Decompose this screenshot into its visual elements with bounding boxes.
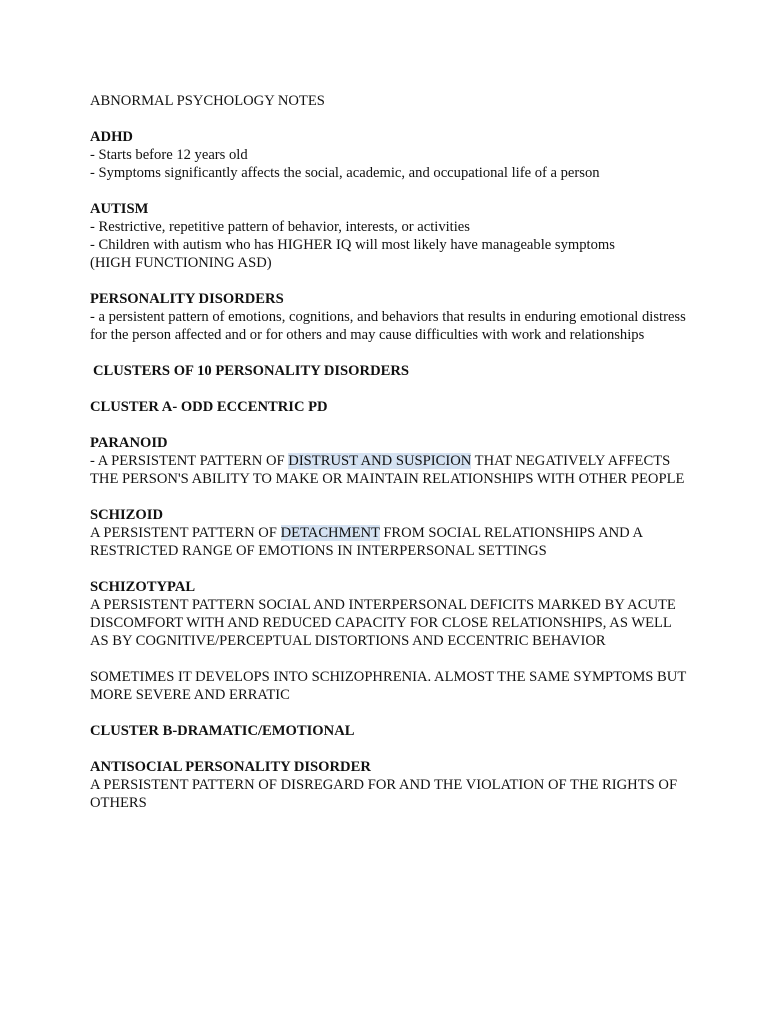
schizoid-highlight: DETACHMENT bbox=[280, 525, 380, 541]
personality-disorders-heading: PERSONALITY DISORDERS bbox=[90, 291, 284, 307]
personality-disorders-definition: - a persistent pattern of emotions, cognitions, and behaviors that results in enduring emotional distress for the person affected and or for others and may cause difficulties with work and relationships bbox=[90, 309, 686, 343]
adhd-heading: ADHD bbox=[90, 129, 133, 145]
autism-heading: AUTISM bbox=[90, 201, 149, 217]
paranoid-definition bbox=[90, 452, 690, 488]
schizoid-text-pre: A PERSISTENT PATTERN OF bbox=[90, 525, 281, 541]
autism-line-3: (HIGH FUNCTIONING ASD) bbox=[90, 255, 272, 271]
paranoid-highlight: DISTRUST AND SUSPICION bbox=[288, 453, 472, 469]
adhd-line-2: - Symptoms significantly affects the social, academic, and occupational life of a person bbox=[90, 165, 600, 181]
antisocial-definition: A PERSISTENT PATTERN OF DISREGARD FOR AND THE VIOLATION OF THE RIGHTS OF OTHERS bbox=[90, 777, 678, 811]
schizoid-text-post: FROM SOCIAL RELATIONSHIPS AND A RESTRICTED RANGE OF EMOTIONS IN INTERPERSONAL SETTINGS bbox=[90, 525, 643, 559]
cluster-a-heading: CLUSTER A- ODD ECCENTRIC PD bbox=[90, 399, 328, 415]
adhd-line-1: - Starts before 12 years old bbox=[90, 147, 248, 163]
paranoid-text-post: THAT NEGATIVELY AFFECTS THE PERSON'S ABILITY TO MAKE OR MAINTAIN RELATIONSHIPS WITH OTHER PEOPLE bbox=[90, 453, 685, 487]
clusters-heading: CLUSTERS OF 10 PERSONALITY DISORDERS bbox=[93, 363, 409, 379]
paranoid-text-pre: - A PERSISTENT PATTERN OF bbox=[90, 453, 289, 469]
autism-line-2: - Children with autism who has HIGHER IQ will most likely have manageable symptoms bbox=[90, 237, 615, 253]
schizotypal-note: SOMETIMES IT DEVELOPS INTO SCHIZOPHRENIA. ALMOST THE SAME SYMPTOMS BUT MORE SEVERE AND ERRATIC bbox=[90, 669, 686, 703]
autism-line-1: - Restrictive, repetitive pattern of behavior, interests, or activities bbox=[90, 219, 470, 235]
document-page bbox=[90, 92, 690, 812]
paranoid-heading: PARANOID bbox=[90, 435, 168, 451]
schizotypal-heading: SCHIZOTYPAL bbox=[90, 579, 196, 595]
schizoid-heading: SCHIZOID bbox=[90, 507, 163, 523]
cluster-b-heading: CLUSTER B-DRAMATIC/EMOTIONAL bbox=[90, 723, 355, 739]
schizoid-definition bbox=[90, 524, 690, 560]
schizotypal-definition: A PERSISTENT PATTERN SOCIAL AND INTERPERSONAL DEFICITS MARKED BY ACUTE DISCOMFORT WITH AND REDUCED CAPACITY FOR CLOSE RELATIONSHIPS, AS WELL AS BY COGNITIVE/PERCEPTUAL DISTORTIONS AND ECCENTRIC BEHAVIOR bbox=[90, 597, 676, 649]
antisocial-heading: ANTISOCIAL PERSONALITY DISORDER bbox=[90, 759, 371, 775]
document-title: ABNORMAL PSYCHOLOGY NOTES bbox=[90, 93, 325, 109]
